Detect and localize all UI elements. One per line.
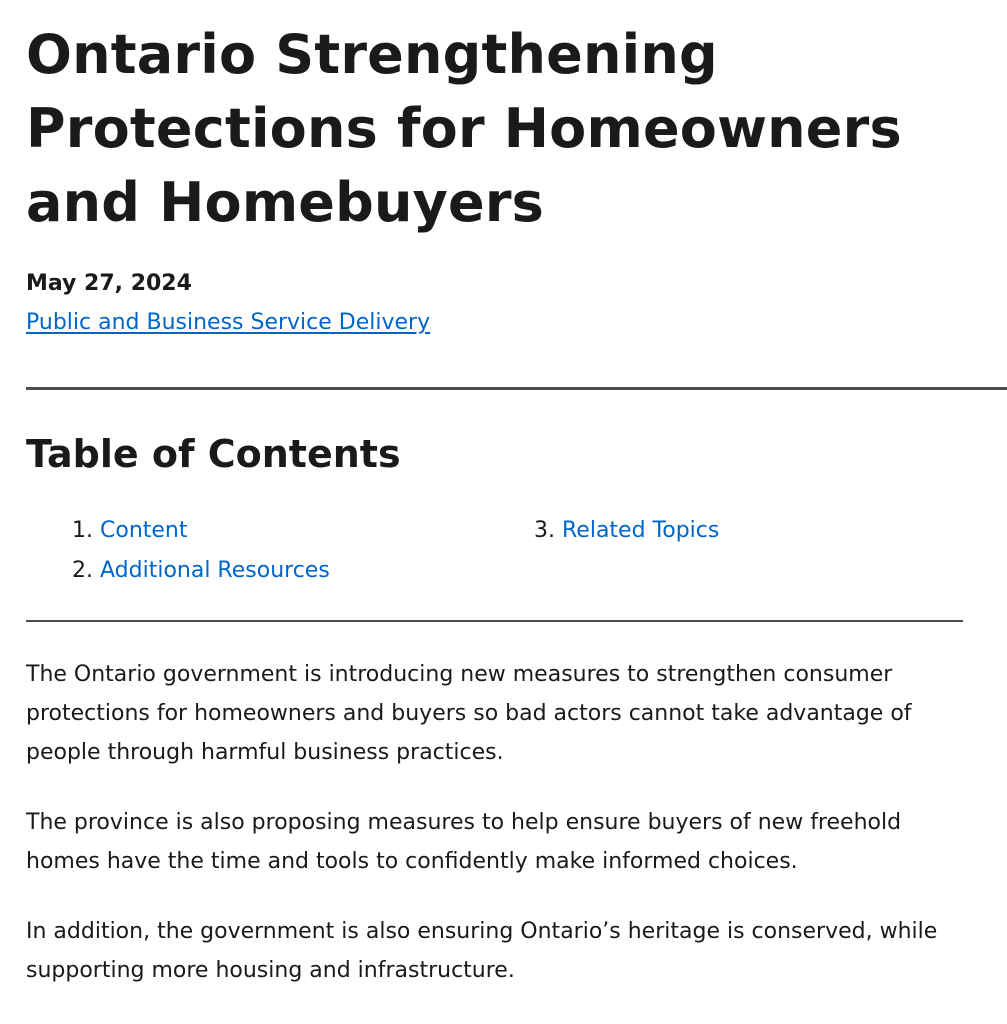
toc-item: [534, 511, 719, 551]
publish-date: May 27, 2024: [26, 271, 192, 296]
toc-item: [72, 551, 330, 591]
body-paragraph: The province is also proposing measures to help ensure buyers of new freehold homes have the time and tools to confidently make informed choices.: [26, 810, 902, 874]
toc-item-number: 3.: [534, 518, 555, 543]
toc-item-number: 2.: [72, 558, 93, 583]
page-title: Ontario Strengthening Protections for Homeowners and Homebuyers: [26, 23, 902, 234]
toc-link-additional-resources[interactable]: Additional Resources: [100, 558, 330, 583]
divider: [26, 387, 1007, 390]
toc-link-content[interactable]: Content: [100, 518, 188, 543]
toc-item: [72, 511, 330, 551]
toc-heading: Table of Contents: [26, 432, 401, 476]
toc-link-related-topics[interactable]: Related Topics: [562, 518, 720, 543]
topic-link[interactable]: Public and Business Service Delivery: [26, 310, 431, 335]
divider: [26, 620, 963, 622]
toc-item-number: 1.: [72, 518, 93, 543]
body-paragraph: In addition, the government is also ensuring Ontario’s heritage is conserved, while supporting more housing and infrastructure.: [26, 919, 938, 983]
toc-list: [534, 511, 719, 551]
body-paragraph: The Ontario government is introducing new measures to strengthen consumer protections for homeowners and buyers so bad actors cannot take advantage of people through harmful business practices.: [26, 662, 912, 765]
toc-list: [72, 511, 330, 591]
